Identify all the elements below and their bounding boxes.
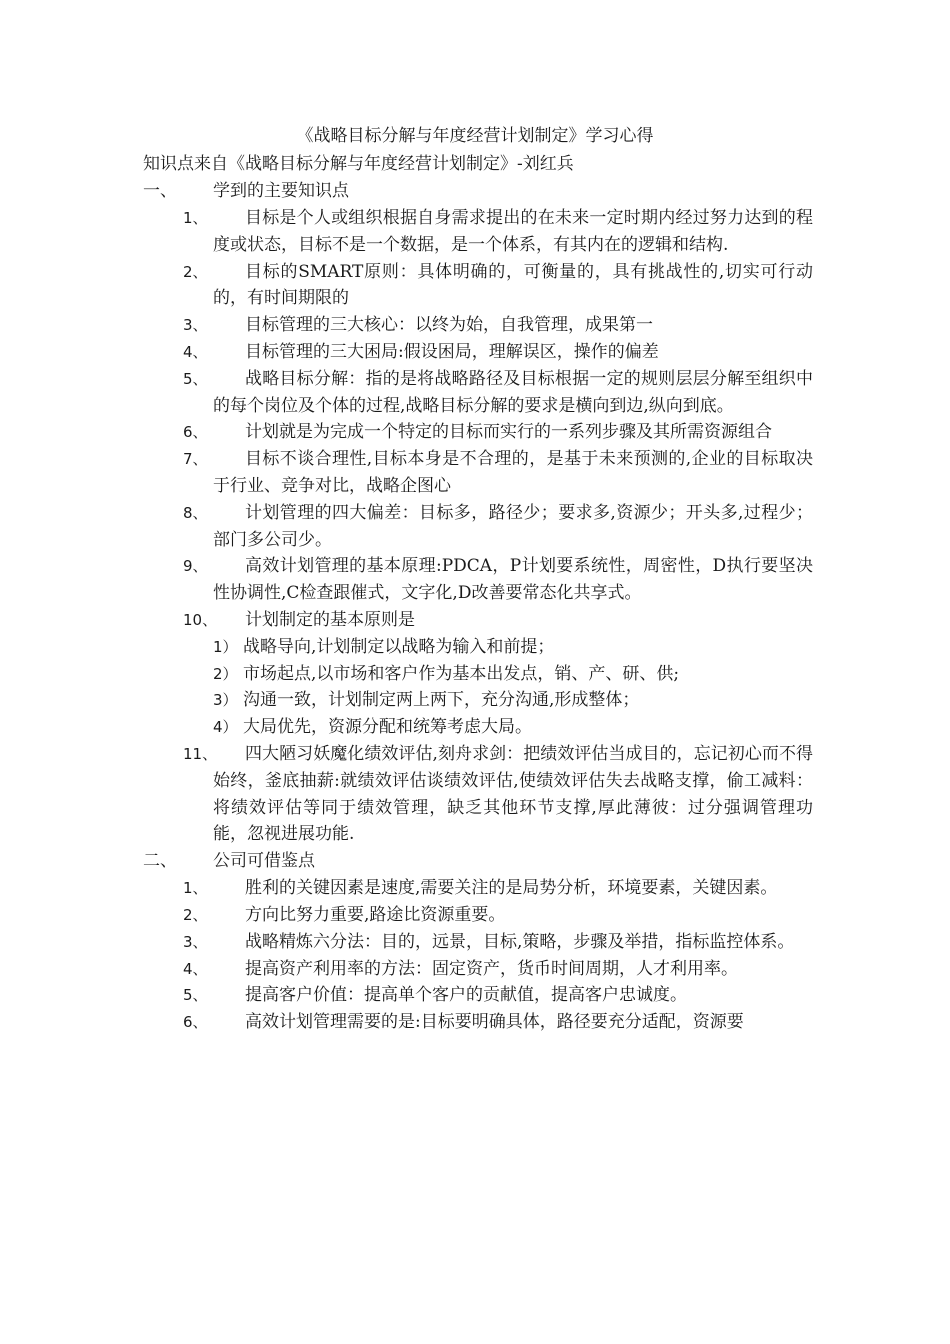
sub-item-number: 1） <box>213 637 238 656</box>
item-number: 7、 <box>183 450 208 469</box>
list-item <box>183 741 813 848</box>
list-item <box>183 419 813 446</box>
source-line: 知识点来自《战略目标分解与年度经营计划制定》-刘红兵 <box>143 154 574 174</box>
section-heading <box>143 848 813 875</box>
sub-list-item <box>213 661 813 688</box>
item-text: 目标的SMART原则：具体明确的，可衡量的，具有挑战性的,切实可行动的，有时间期限的 <box>213 261 813 309</box>
sub-item-text: 市场起点,以市场和客户作为基本出发点，销、产、研、供; <box>243 663 680 684</box>
sub-item-text: 大局优先，资源分配和统筹考虑大局。 <box>243 717 532 738</box>
sub-item-text: 沟通一致，计划制定两上两下，充分沟通,形成整体； <box>243 690 640 711</box>
item-text: 计划管理的四大偏差：目标多，路径少；要求多,资源少；开头多,过程少；部门多公司少。 <box>213 502 813 550</box>
sub-item-number: 4） <box>213 718 238 737</box>
list-item <box>183 929 813 956</box>
item-text: 目标管理的三大核心：以终为始，自我管理，成果第一 <box>245 315 653 336</box>
sub-list-item <box>213 634 813 661</box>
item-number: 4、 <box>183 959 208 978</box>
item-text: 胜利的关键因素是速度,需要关注的是局势分析，环境要素，关键因素。 <box>245 878 778 899</box>
item-text: 目标管理的三大困局:假设困局，理解误区，操作的偏差 <box>245 341 659 362</box>
list-item <box>183 1009 813 1036</box>
item-text: 计划制定的基本原则是 <box>245 609 415 630</box>
section-title: 学到的主要知识点 <box>213 181 349 201</box>
item-number: 8、 <box>183 503 208 522</box>
item-number: 6、 <box>183 423 208 442</box>
item-number: 3、 <box>183 932 208 951</box>
list-item <box>183 500 813 554</box>
item-text: 目标是个人或组织根据自身需求提出的在未来一定时期内经过努力达到的程度或状态，目标不是一个数据，是一个体系，有其内在的逻辑和结构. <box>213 208 813 255</box>
list-item <box>183 312 813 339</box>
item-number: 9、 <box>183 557 208 576</box>
sub-item-number: 3） <box>213 691 238 710</box>
document-body <box>143 178 813 1036</box>
section-number: 二、 <box>143 851 177 872</box>
item-text: 目标不谈合理性,目标本身是不合理的，是基于未来预测的,企业的目标取决于行业、竞争对比，战略企图心 <box>213 449 813 496</box>
item-text: 战略精炼六分法：目的，远景，目标,策略，步骤及举措，指标监控体系。 <box>245 931 795 952</box>
section-title: 公司可借鉴点 <box>213 851 315 872</box>
item-number: 3、 <box>183 316 208 335</box>
list-item <box>183 982 813 1009</box>
item-text: 四大陋习妖魔化绩效评估,刻舟求剑：把绩效评估当成目的，忘记初心而不得始终，釜底抽薪:就绩效评估谈绩效评估,使绩效评估失去战略支撑，偷工减料：将绩效评估等同于绩效管理，缺乏其他环节支撑,厚此薄彼：过分强调管理功能，忽视进展功能. <box>213 743 813 845</box>
sub-item-number: 2） <box>213 664 238 683</box>
list-item <box>183 902 813 929</box>
item-number: 10、 <box>183 610 218 629</box>
item-number: 6、 <box>183 1013 208 1032</box>
item-number: 2、 <box>183 905 208 924</box>
item-number: 4、 <box>183 342 208 361</box>
item-text: 计划就是为完成一个特定的目标而实行的一系列步骤及其所需资源组合 <box>245 422 772 443</box>
item-text: 方向比努力重要,路途比资源重要。 <box>245 904 506 925</box>
list-item <box>183 553 813 607</box>
item-number: 11、 <box>183 744 218 763</box>
item-number: 1、 <box>183 209 208 227</box>
list-item <box>183 259 813 313</box>
list-item <box>183 339 813 366</box>
item-number: 1、 <box>183 879 208 898</box>
section-heading <box>143 178 813 205</box>
item-text: 高效计划管理的基本原理:PDCA，P计划要系统性，周密性，D执行要坚决性协调性,C检查跟催式，文字化,D改善要常态化共享式。 <box>213 556 813 604</box>
list-item <box>183 366 813 420</box>
list-item <box>183 446 813 500</box>
item-text: 战略目标分解：指的是将战略路径及目标根据一定的规则层层分解至组织中的每个岗位及个体的过程,战略目标分解的要求是横向到边,纵向到底。 <box>213 368 813 416</box>
document-title: 《战略目标分解与年度经营计划制定》学习心得 <box>296 126 654 146</box>
item-text: 高效计划管理需要的是:目标要明确具体，路径要充分适配，资源要 <box>245 1012 744 1033</box>
item-number: 5、 <box>183 986 208 1005</box>
list-item <box>183 205 813 259</box>
sub-item-text: 战略导向,计划制定以战略为输入和前提； <box>243 636 555 657</box>
list-item <box>183 607 813 634</box>
item-text: 提高资产利用率的方法：固定资产，货币时间周期，人才利用率。 <box>245 958 738 979</box>
list-item <box>183 956 813 983</box>
item-number: 5、 <box>183 369 208 388</box>
sub-list-item <box>213 687 813 714</box>
section-number: 一、 <box>143 181 177 201</box>
item-text: 提高客户价值：提高单个客户的贡献值，提高客户忠诚度。 <box>245 985 687 1006</box>
list-item <box>183 875 813 902</box>
item-number: 2、 <box>183 262 208 281</box>
sub-list-item <box>213 714 813 741</box>
